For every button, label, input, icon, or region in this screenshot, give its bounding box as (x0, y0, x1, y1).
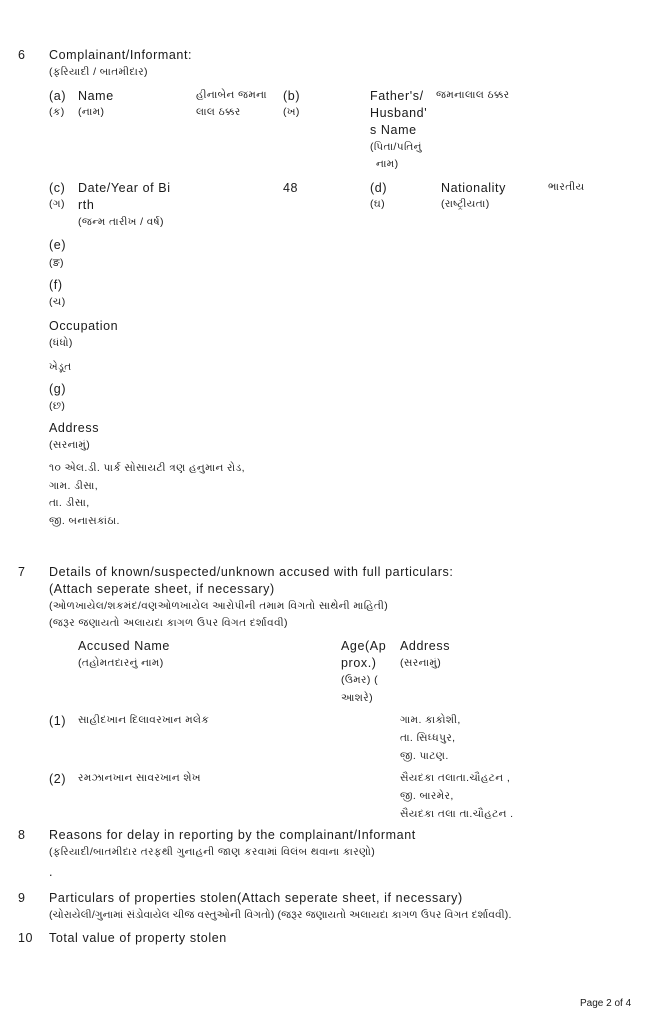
item-label-gujarati: (ङ) (49, 257, 64, 269)
occupation-value: ખેડૂત (49, 361, 72, 373)
address-label-gujarati: (સરનામું) (49, 439, 91, 451)
item-label-gujarati: (ગ) (49, 198, 65, 210)
section-number: 10 (18, 931, 34, 945)
name-value: હીનાબેન જમના (196, 89, 267, 101)
item-label: (f) (49, 278, 63, 292)
item-label-gujarati: (ખ) (283, 106, 300, 118)
address-line: જી. બનાસકાંઠા. (49, 515, 120, 527)
item-label-gujarati: (ક) (49, 106, 65, 118)
address-label: Address (49, 421, 100, 435)
father-name-value: જમનાલાલ ઠક્કર (436, 89, 510, 101)
section-title: Total value of property stolen (49, 931, 227, 945)
item-label: (d) (370, 181, 388, 195)
occupation-label: Occupation (49, 319, 119, 333)
column-header-age-gujarati: આશરે) (341, 692, 373, 704)
accused-address-line: તા. સિધ્ધપુર, (400, 732, 456, 744)
accused-address-line: સૈયદકા તલાતા.ચૌહટન , (400, 772, 511, 784)
father-name-label: Father's/ (370, 89, 424, 103)
dob-label: Date/Year of Bi (78, 181, 171, 195)
dob-value: 48 (283, 181, 299, 195)
nationality-label: Nationality (441, 181, 506, 195)
section-number: 7 (18, 565, 26, 579)
item-label: (b) (283, 89, 301, 103)
father-name-label: s Name (370, 123, 417, 137)
section-subtitle: (Attach seperate sheet, if necessary) (49, 582, 275, 596)
column-header-address-gujarati: (સરનામું) (400, 657, 442, 669)
father-name-label: Husband' (370, 106, 428, 120)
address-line: ૧૦ એલ.ડી. પાર્ક સોસાયટી ત્રણ હનુમાન રોડ, (49, 462, 245, 474)
column-header-age: prox.) (341, 656, 377, 670)
item-label-gujarati: (ચ) (49, 296, 66, 308)
section-title-gujarati: (ફરિયાદી/બાતમીદાર તરફથી ગુનાહની જાણ કરવામાં વિલંબ થવાના કારણો) (49, 846, 376, 858)
name-value: લાલ ઠક્કર (196, 106, 241, 118)
accused-address-line: સૈયદકા તલા તા.ચૌહટન . (400, 808, 514, 820)
item-label-gujarati: (છ) (49, 400, 66, 412)
section-subtitle-gujarati: (જરૂર જણાયતો અલાયદા કાગળ ઉપર વિગત દર્શાવવી) (49, 617, 288, 629)
name-label: Name (78, 89, 114, 103)
item-label: (c) (49, 181, 66, 195)
section-title-gujarati: (ઓળખાયેલ/શકમંદ/વણઓળખાયેલ આરોપીની તમામ વિગતો સાથેની માહિતી) (49, 600, 389, 612)
item-label-gujarati: (ઘ) (370, 198, 386, 210)
section-title: Complainant/Informant: (49, 48, 193, 62)
nationality-value: ભારતીય (548, 181, 585, 193)
address-line: તા. ડીસા, (49, 497, 90, 509)
section-number: 9 (18, 891, 26, 905)
accused-number: (2) (49, 772, 67, 786)
delay-reason-value: . (49, 865, 54, 879)
nationality-label-gujarati: (રાષ્ટ્રીયતા) (441, 198, 490, 210)
section-title-gujarati: (ચોરાયેલી/ગુનામાં સંડોવાયેલ ચીજ વસ્તુઓની વિગતો) (જરૂર જણાયતો અલાયદા કાગળ ઉપર વિગત દર્શાવવી). (49, 909, 512, 921)
column-header-age: Age(Ap (341, 639, 387, 653)
column-header-age-gujarati: (ઉમર) ( (341, 674, 378, 686)
item-label: (g) (49, 382, 67, 396)
accused-name: રમઝાનખાન સાવરખાન શેખ (78, 772, 201, 784)
accused-address-line: જી. બારમેર, (400, 790, 454, 802)
section-number: 8 (18, 828, 26, 842)
column-header-name: Accused Name (78, 639, 170, 653)
dob-label-gujarati: (જન્મ તારીખ / વર્ષ) (78, 216, 164, 228)
section-title: Particulars of properties stolen(Attach seperate sheet, if necessary) (49, 891, 463, 905)
accused-address-line: ગામ. કાકોશી, (400, 714, 461, 726)
address-line: ગામ. ડીસા, (49, 480, 99, 492)
section-title-gujarati: (ફરિયાદી / બાતમીદાર) (49, 66, 148, 78)
section-number: 6 (18, 48, 26, 62)
accused-number: (1) (49, 714, 67, 728)
column-header-address: Address (400, 639, 451, 653)
father-name-label-gujarati: નામ) (376, 158, 399, 170)
item-label: (e) (49, 238, 67, 252)
accused-address-line: જી. પાટણ. (400, 750, 449, 762)
page-number: Page 2 of 4 (580, 998, 632, 1009)
section-title: Details of known/suspected/unknown accused with full particulars: (49, 565, 454, 579)
father-name-label-gujarati: (પિતા/પતિનું (370, 141, 422, 153)
section-title: Reasons for delay in reporting by the complainant/Informant (49, 828, 416, 842)
accused-name: સાહીદખાન દિલાવરખાન મલેક (78, 714, 210, 726)
column-header-name-gujarati: (તહોમતદારનું નામ) (78, 657, 164, 669)
dob-label: rth (78, 198, 95, 212)
name-label-gujarati: (નામ) (78, 106, 105, 118)
occupation-label-gujarati: (ધંધો) (49, 337, 73, 349)
item-label: (a) (49, 89, 67, 103)
